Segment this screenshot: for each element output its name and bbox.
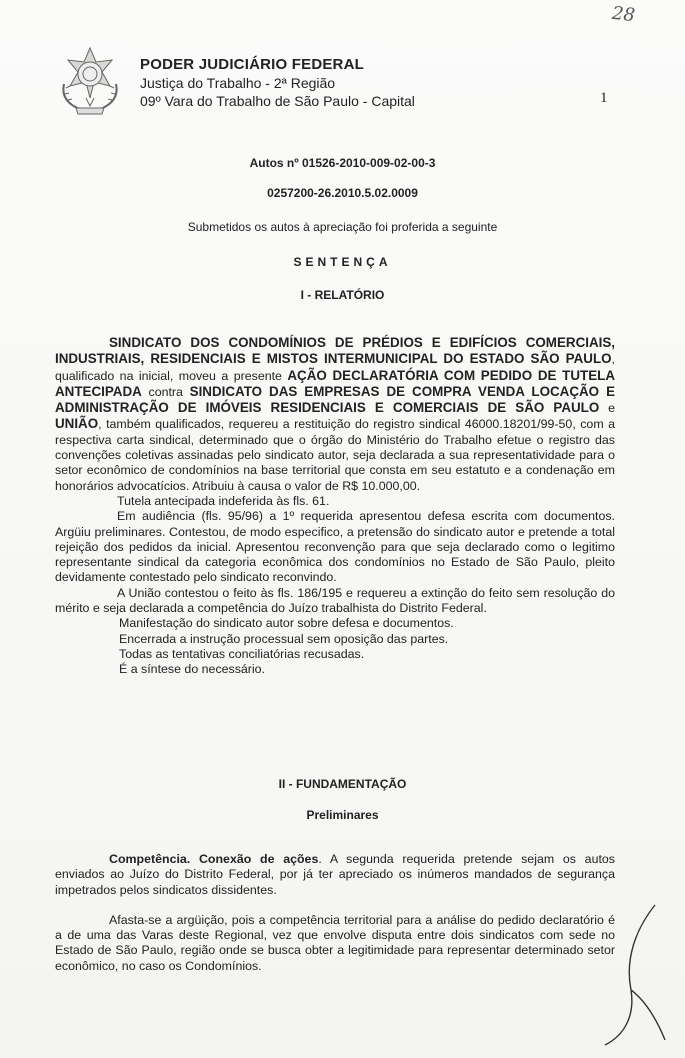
page-number: 1 [600, 90, 608, 106]
relatorio-paragraph-8: É a síntese do necessário. [119, 662, 266, 677]
coat-of-arms-icon [52, 44, 128, 120]
section-relatorio: I - RELATÓRIO [300, 288, 385, 302]
case-number: 0257200-26.2010.5.02.0009 [267, 186, 418, 200]
document-title: SENTENÇA [293, 255, 392, 269]
fundamentacao-body [55, 852, 615, 974]
relatorio-paragraph-2: Tutela antecipada indeferida às fls. 61. [117, 493, 330, 508]
plaintiff-name: SINDICATO DOS CONDOMÍNIOS DE PRÉDIOS E EDIFÍCIOS COMERCIAIS, INDUSTRIAIS, RESIDENCIAIS E MISTOS INTERMUNICIPAL DO ESTADO SÃO PAULO [55, 335, 615, 367]
relatorio-paragraph-6: Encerrada a instrução processual sem oposição das partes. [119, 631, 449, 646]
header-venue: 09º Vara do Trabalho de São Paulo - Capital [140, 93, 415, 109]
signature-mark [595, 900, 675, 1050]
relatorio-paragraph-7: Todas as tentativas conciliatórias recusadas. [119, 646, 365, 661]
fundamentacao-paragraph-2: Afasta-se a argüição, pois a competência territorial para a análise do pedido declaratório é a de uma das Varas deste Regional, vez que envolve disputa entre dois sindicatos com sede no Estado de São Paulo, região onde se busca obter a legitimidade para representar determinado setor econômico, no caso os Condomínios. [55, 912, 615, 973]
relatorio-paragraph-5: Manifestação do sindicato autor sobre defesa e documentos. [119, 616, 454, 631]
relatorio-body [55, 335, 615, 678]
text-run: , também qualificados, requereu a restituição do registro sindical 46000.18201/99-50, com a respectiva carta sindical, determinado que o órgão do Ministério do Trabalho efetue o registro das convenções coletivas assinadas pelo sindicato autor, seja declarada a sua representatividade para o setor econômico de condomínios na base territorial que consta em seu estatuto e a condenação em honorários advocatícios. Atribuiu à causa o valor de R$ 10.000,00. [55, 417, 615, 493]
text-run: . A segunda requerida pretende sejam os autos enviados ao Juízo do Distrito Federal, por já ter apreciado os inúmeros mandados de segurança impetrados pelos sindicatos dissidentes. [55, 852, 615, 897]
text-run: e [599, 401, 615, 416]
court-header [140, 56, 415, 110]
topic-heading: Competência. Conexão de ações [109, 852, 319, 866]
intro-line: Submetidos os autos à apreciação foi proferida a seguinte [187, 220, 498, 234]
case-autos: Autos nº 01526-2010-009-02-00-3 [249, 156, 436, 170]
action-type: AÇÃO DECLARATÓRIA COM PEDIDO DE TUTELA ANTECIPADA [55, 367, 615, 399]
defendant-name: SINDICATO DAS EMPRESAS DE COMPRA VENDA LOCAÇÃO E ADMINISTRAÇÃO DE IMÓVEIS RESIDENCIAIS E COMERCIAIS DE SÃO PAULO [55, 383, 615, 416]
relatorio-paragraph-1 [55, 335, 615, 494]
header-court: PODER JUDICIÁRIO FEDERAL [140, 56, 364, 73]
relatorio-paragraph-3: Em audiência (fls. 95/96) a 1º requerida apresentou defesa escrita com documentos. Argüiu preliminares. Contestou, de modo especifico, a pretensão do sindicato autor e pretende a total rejeição dos pedidos da inicial. Apresentou reconvenção para que seja declarado como o legitimo representante sindical da categoria econômica dos condomínios no Estado de São Paulo, pleito devidamente contestado pelo sindicato reconvindo. [55, 509, 615, 585]
defendant-union: UNIÃO [55, 416, 99, 432]
text-run: , qualificado na inicial, moveu a presente [55, 352, 615, 383]
fundamentacao-paragraph-1 [55, 852, 615, 898]
relatorio-paragraph-4: A União contestou o feito às fls. 186/195 e requereu a extinção do feito sem resolução do mérito e seja declarada a competência do Juízo trabalhista do Distrito Federal. [55, 585, 615, 616]
header-branch: Justiça do Trabalho - 2ª Região [140, 75, 336, 91]
page-stamp: 28 [610, 2, 636, 27]
subsection-preliminares: Preliminares [306, 808, 379, 822]
text-run: contra [141, 384, 190, 399]
section-fundamentacao: II - FUNDAMENTAÇÃO [278, 777, 407, 791]
